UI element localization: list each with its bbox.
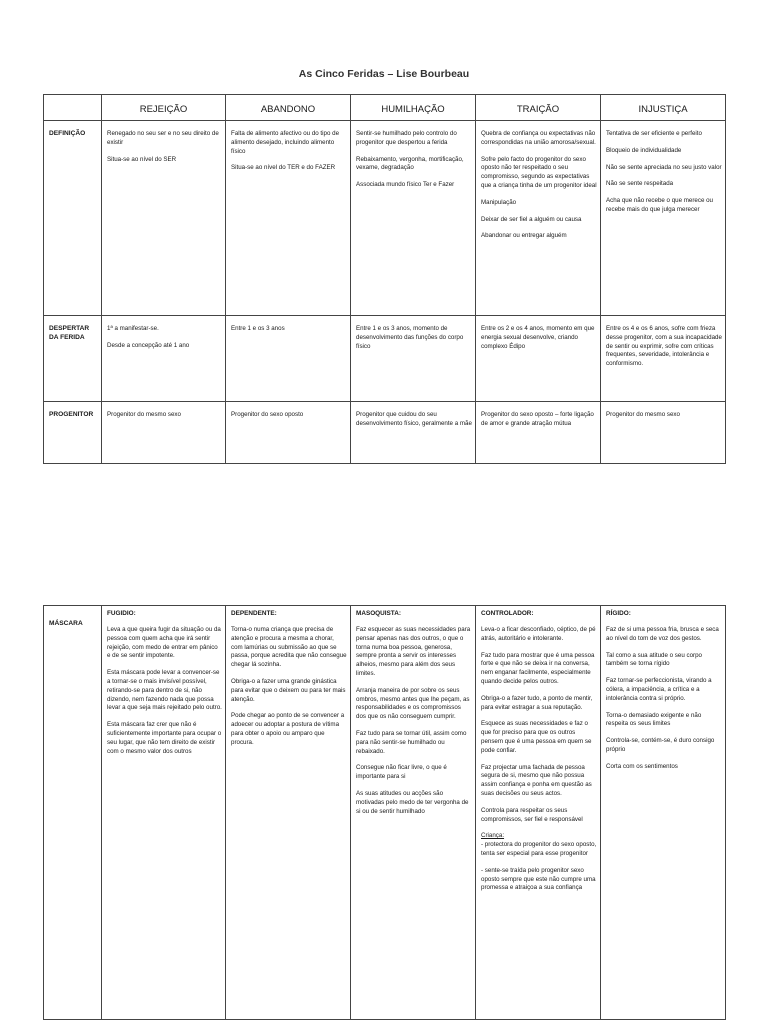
cell-text: Controla-se, contém-se, é duro consigo próprio: [606, 737, 715, 754]
cell-text: Acha que não recebe o que merece ou recebe mais do que julga merecer: [606, 197, 713, 213]
row-header-line: DESPERTAR: [49, 325, 90, 332]
wounds-table-masks: [43, 605, 726, 1020]
cell-text: Entre os 4 e os 6 anos, sofre com frieza desse progenitor, com a sua incapacidade de sentir ou exprimir, sofre com críticas frequentes, severidade, intolerância e conformismo.: [606, 325, 722, 368]
row-header-despertar: [44, 316, 102, 402]
cell-mascara-humilhacao: [351, 606, 476, 1020]
mask-title: DEPENDENTE:: [231, 610, 277, 617]
cell-despertar-humilhacao: [351, 316, 476, 402]
row-despertar: [44, 316, 726, 402]
cell-progenitor-injustica: [601, 402, 726, 464]
cell-despertar-rejeicao: [102, 316, 226, 402]
cell-text: Consegue não ficar livre, o que é importante para si: [356, 764, 447, 781]
mask-title: RÍGIDO:: [606, 610, 631, 617]
corner-cell: [44, 95, 102, 121]
cell-text: Esta máscara faz crer que não é suficientemente importante para ocupar o seu lugar, que não tem direito de existir com o mesmo valor dos outros: [107, 721, 222, 755]
cell-text: Deixar de ser fiel a alguém ou causa: [481, 215, 582, 223]
column-header-abandono: ABANDONO: [226, 95, 351, 121]
cell-definicao-abandono: [226, 121, 351, 316]
cell-mascara-injustica: [601, 606, 726, 1020]
header-row: [44, 95, 726, 121]
cell-text: Faz tornar-se perfeccionista, virando a cólera, a impaciência, a crítica e a intolerância contra si próprio.: [606, 677, 712, 702]
cell-text: Esquece as suas necessidades e faz o que for preciso para que os outros pensem que é uma pessoa em quem se pode confiar.: [481, 720, 592, 754]
cell-progenitor-abandono: [226, 402, 351, 464]
cell-text: Faz projectar uma fachada de pessoa segura de si, mesmo que não possua assim confiança e ponha em questão as suas decisões ou seus actos.: [481, 763, 592, 798]
cell-text: Progenitor do mesmo sexo: [606, 411, 680, 418]
cell-mascara-traicao: [476, 606, 601, 1020]
cell-definicao-humilhacao: [351, 121, 476, 316]
cell-text: - protectora do progenitor do sexo oposto, tenta ser especial para esse progenitor: [481, 841, 597, 858]
cell-text: Progenitor que cuidou do seu desenvolvimento físico, geralmente a mãe: [356, 411, 472, 427]
wounds-table-top: [43, 94, 726, 464]
cell-definicao-rejeicao: [102, 121, 226, 316]
sub-heading: Criança:: [481, 832, 505, 840]
cell-text: Tentativa de ser eficiente e perfeito: [606, 130, 702, 137]
mask-title: FUGIDIO:: [107, 610, 136, 617]
cell-text: Quebra de confiança ou expectativas não correspondidas na união amorosa/sexual.: [481, 130, 596, 146]
cell-text: Desde a concepção até 1 ano: [107, 341, 190, 349]
row-mascara: [44, 606, 726, 1020]
cell-text: Não se sente respeitada: [606, 180, 674, 188]
cell-text: Bloqueio de individualidade: [606, 146, 682, 154]
column-header-traicao: TRAIÇÃO: [476, 95, 601, 121]
cell-text: Torna-o numa criança que precisa de atenção e procura a mesma a chorar, com lamúrias ou submissão ao que se passa, porque acredita que não consegue chegar lá sozinha.: [231, 626, 347, 669]
cell-text: Situa-se ao nível do TER e do FAZER: [231, 164, 336, 172]
cell-text: Torna-o demasiado exigente e não respeita os seus limites: [606, 711, 702, 728]
cell-text: Leva-o a ficar desconfiado, céptico, de pé atrás, autoritário e intolerante.: [481, 626, 596, 642]
cell-text: Faz tudo para mostrar que é uma pessoa forte e que não se deixa ir na conversa, nem enganar facilmente, especialmente quando decide pelos outros.: [481, 651, 595, 686]
row-progenitor: [44, 402, 726, 464]
cell-text: Faz tudo para se tornar útil, assim como para não sentir-se humilhado ou rebaixado.: [356, 730, 467, 755]
cell-text: Entre os 2 e os 4 anos, momento em que energia sexual desenvolve, criando complexo Édipo: [481, 325, 595, 350]
cell-text: Leva a que queira fugir da situação ou da pessoa com quem acha que irá sentir rejeição, com medo de entrar em pânico e de se sentir impotente.: [107, 626, 221, 660]
cell-text: Progenitor do sexo oposto – forte ligação de amor e grande atração mútua: [481, 411, 594, 427]
cell-text: Associada mundo físico Ter e Fazer: [356, 181, 455, 189]
column-header-injustica: INJUSTIÇA: [601, 95, 726, 121]
cell-text: Entre 1 e os 3 anos, momento de desenvolvimento das funções do corpo físico: [356, 325, 464, 350]
cell-progenitor-traicao: [476, 402, 601, 464]
row-header-mascara: MÁSCARA: [44, 606, 102, 1020]
cell-text: As suas atitudes ou acções são motivadas pelo medo de ter vergonha de si ou de sentir humilhado: [356, 790, 469, 815]
cell-text: Obriga-o a fazer uma grande ginástica para evitar que o deixem ou para ter mais atenção.: [231, 678, 346, 703]
cell-text: Falta de alimento afectivo ou do tipo de alimento desejado, incluindo alimento físico: [231, 130, 340, 155]
cell-text: Faz de si uma pessoa fria, brusca e seca ao nível do tom de voz dos gestos.: [606, 626, 719, 642]
cell-text: Faz esquecer as suas necessidades para pensar apenas nas dos outros, o que o torna numa boa pessoa, generosa, sempre pronta a servir os interesses alheios, mesmo para além dos seus limites.: [356, 626, 471, 678]
mask-title: MASOQUISTA:: [356, 610, 401, 617]
row-header-definicao: DEFINIÇÃO: [44, 121, 102, 316]
column-header-humilhacao: HUMILHAÇÃO: [351, 95, 476, 121]
cell-text: Sofre pelo facto do progenitor do sexo oposto não ter respeitado o seu compromisso, segundo as expectativas que a criança tinha de um progenitor ideal: [481, 155, 597, 189]
row-header-progenitor: PROGENITOR: [44, 402, 102, 464]
cell-text: Controla para respeitar os seus compromissos, ser fiel e responsável: [481, 806, 583, 823]
row-header-line: DA FERIDA: [49, 333, 85, 341]
cell-text: Abandonar ou entregar alguém: [481, 232, 567, 240]
cell-text: Rebaixamento, vergonha, mortificação, vexame, degradação: [356, 155, 464, 172]
cell-text: - sente-se traída pelo progenitor sexo oposto sempre que este não cumpre uma promessa e atraiçoa a sua confiança: [481, 866, 596, 892]
cell-mascara-rejeicao: [102, 606, 226, 1020]
cell-text: Obriga-o a fazer tudo, a ponto de mentir, para evitar estragar a sua reputação.: [481, 694, 593, 711]
cell-despertar-traicao: [476, 316, 601, 402]
document-title: As Cinco Feridas – Lise Bourbeau: [298, 68, 470, 80]
cell-text: Manipulação: [481, 198, 517, 206]
cell-text: Renegado no seu ser e no seu direito de existir: [107, 130, 219, 146]
cell-despertar-abandono: [226, 316, 351, 402]
mask-title: CONTROLADOR:: [481, 610, 534, 617]
cell-progenitor-humilhacao: [351, 402, 476, 464]
cell-text: Entre 1 e os 3 anos: [231, 325, 285, 332]
cell-text: Esta máscara pode levar a convencer-se a tornar-se o mais invisível possível, retirando-se para dentro de si, não dizendo, nem fazendo nada que possa levar a que seja mais rejeitado pelo outro.: [107, 669, 222, 712]
cell-text: Sentir-se humilhado pelo controlo do progenitor que despertou a ferida: [356, 130, 457, 146]
cell-text: Pode chegar ao ponto de se convencer a adoecer ou adoptar a postura de vítima para obter o apoio ou amparo que procura.: [231, 712, 345, 746]
cell-text: Situa-se ao nível do SER: [107, 155, 177, 163]
cell-text: Arranja maneira de por sobre os seus ombros, mesmo antes que lhe peçam, as responsabilidades e os compromissos dos que os não conseguem cumprir.: [356, 686, 470, 721]
cell-text: Não se sente apreciada no seu justo valor: [606, 163, 722, 171]
cell-definicao-injustica: [601, 121, 726, 316]
cell-text: Tal como a sua atitude o seu corpo também se torna rígido: [606, 651, 702, 668]
cell-mascara-abandono: [226, 606, 351, 1020]
cell-text: Progenitor do mesmo sexo: [107, 411, 181, 418]
row-definicao: [44, 121, 726, 316]
column-header-rejeicao: REJEIÇÃO: [102, 95, 226, 121]
cell-progenitor-rejeicao: [102, 402, 226, 464]
cell-definicao-traicao: [476, 121, 601, 316]
cell-text: Progenitor do sexo oposto: [231, 411, 304, 418]
cell-despertar-injustica: [601, 316, 726, 402]
cell-text: Corta com os sentimentos: [606, 762, 678, 770]
cell-text: 1ª a manifestar-se.: [107, 325, 159, 332]
